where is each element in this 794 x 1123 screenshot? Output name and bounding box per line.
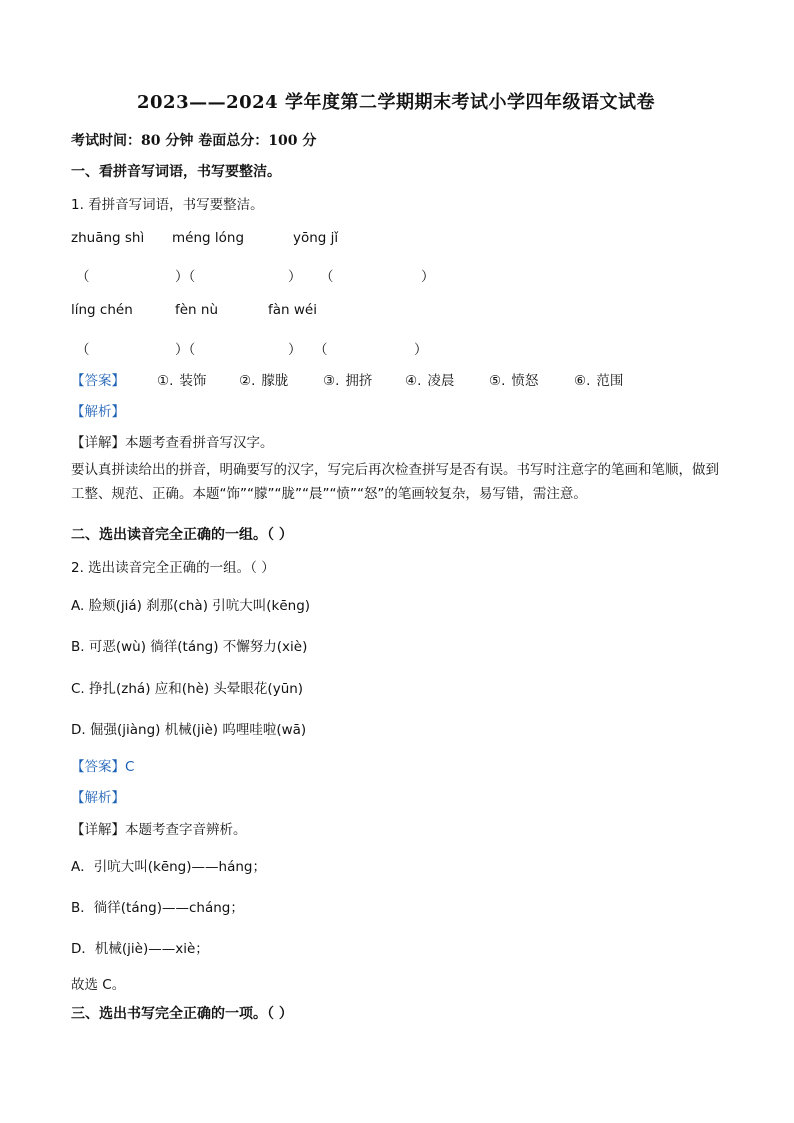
answer-word: 愤怒 [511,373,539,389]
pinyin-2: méng lóng [172,230,245,246]
q2-correction-a: A．引吭大叫(kēng)——háng； [71,859,266,875]
q2-option-b[interactable]: B. 可恶(wù) 徜徉(táng) 不懈努力(xiè) [71,639,308,655]
pinyin-5: fèn nù [175,302,219,318]
blank-1-close-2-open[interactable]: ）（ [175,269,196,285]
q2-answer: 【答案】C [71,759,135,775]
q2-correction-d: D．机械(jiè)——xiè； [71,941,209,957]
section-1-heading: 一、看拼音写词语，书写要整洁。 [71,164,281,180]
answer-number: ②. [239,373,256,389]
blank-5-close[interactable]: ） [288,342,302,358]
q2-stem: 2. 选出读音完全正确的一组。（ ） [71,560,275,576]
answer-item [489,369,538,389]
answer-number: ①. [157,373,174,389]
answer-word: 装饰 [179,373,207,389]
pinyin-1: zhuāng shì [71,230,145,246]
q1-detail: 【详解】本题考查看拼音写汉字。 [71,435,274,451]
answer-word: 凌晨 [427,373,455,389]
q2-option-d[interactable]: D. 倔强(jiàng) 机械(jiè) 呜哩哇啦(wā) [71,722,307,738]
blank-4-open[interactable]: （ [76,342,90,358]
q1-answer-label: 【答案】 [71,373,125,389]
q2-analysis-label: 【解析】 [71,790,125,806]
answer-word: 范围 [596,373,624,389]
q2-conclusion: 故选 C。 [71,977,126,993]
blank-3-close[interactable]: ） [421,269,435,285]
answer-word: 朦胧 [261,373,289,389]
blank-2-close[interactable]: ） [288,269,302,285]
answer-item [574,369,623,389]
q2-option-c[interactable]: C. 挣扎(zhá) 应和(hè) 头晕眼花(yūn) [71,681,304,697]
exam-title: 2023——2024 学年度第二学期期末考试小学四年级语文试卷 [137,92,655,113]
answer-item [239,369,288,389]
q2-detail: 【详解】本题考查字音辨析。 [71,822,247,838]
blank-6-open[interactable]: （ [314,342,328,358]
answer-item [157,369,206,389]
q2-option-a[interactable]: A. 脸颊(jiá) 刹那(chà) 引吭大叫(kēng) [71,598,311,614]
answer-item [405,369,454,389]
section-2-heading: 二、选出读音完全正确的一组。（ ） [71,527,293,543]
q1-analysis-label: 【解析】 [71,404,125,420]
q1-stem: 1. 看拼音写词语，书写要整洁。 [71,197,264,213]
blank-6-close[interactable]: ） [414,342,428,358]
blank-4-close-5-open[interactable]: ）（ [175,342,196,358]
pinyin-4: líng chén [71,302,133,318]
answer-number: ③. [323,373,340,389]
pinyin-6: fàn wéi [268,302,317,318]
answer-number: ⑤. [489,373,506,389]
answer-number: ⑥. [574,373,591,389]
exam-info: 考试时间：80 分钟 卷面总分：100 分 [71,133,317,149]
answer-number: ④. [405,373,422,389]
answer-word: 拥挤 [345,373,373,389]
answer-item [323,369,372,389]
blank-1-open[interactable]: （ [76,269,90,285]
q1-explanation: 要认真拼读给出的拼音，明确要写的汉字，写完后再次检查拼写是否有误。书写时注意字的笔画和笔顺，做到工整、规范、正确。本题“饰”“朦”“胧”“晨”“愤”“怒”的笔画较复杂，易写错，需注意。 [71,462,719,502]
q2-correction-b: B．徜徉(táng)——cháng； [71,900,244,916]
blank-3-open[interactable]: （ [320,269,334,285]
pinyin-3: yōng jǐ [293,230,339,246]
section-3-heading: 三、选出书写完全正确的一项。（ ） [71,1006,293,1022]
